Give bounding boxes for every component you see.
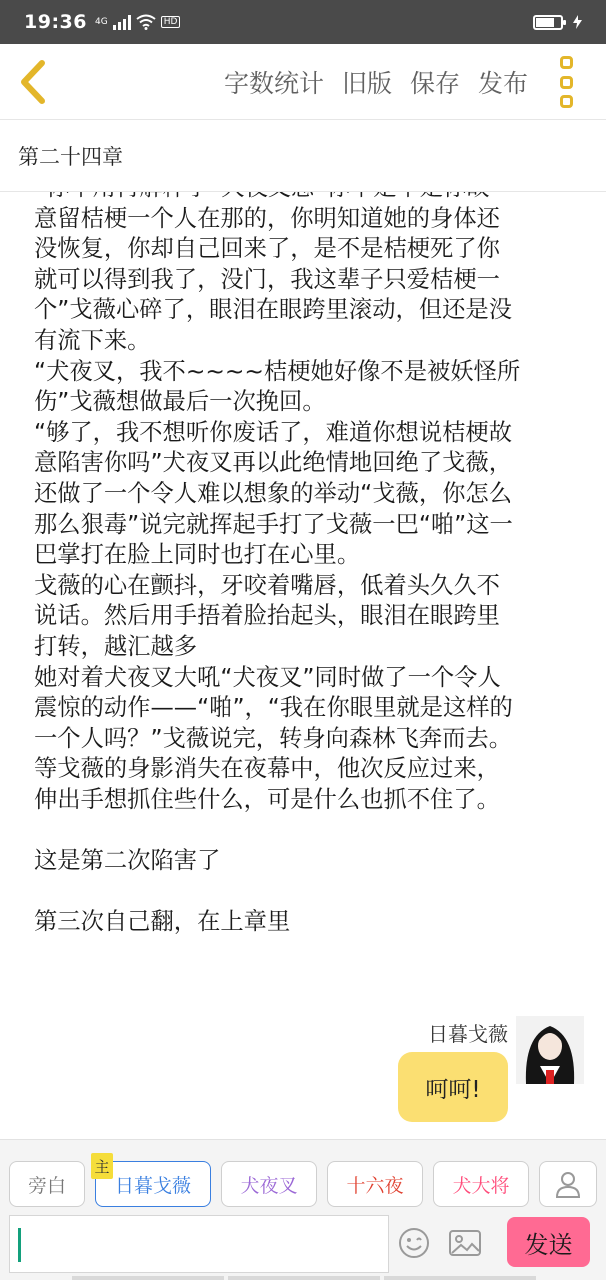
story-line: 有流下来。 (34, 326, 151, 354)
story-content[interactable] (0, 193, 606, 1138)
story-line: 就可以得到我了，没门，我这辈子只爱桔梗一 (34, 265, 500, 293)
status-bar (0, 0, 606, 44)
signal-icon (113, 14, 131, 30)
speaker-name: 日暮戈薇 (428, 1022, 508, 1046)
story-line: 震惊的动作——“啪”，“我在你眼里就是这样的 (34, 694, 513, 722)
story-line: “够了，我不想听你废话了，难道你想说桔梗故 (34, 418, 513, 446)
story-line: 打转，越汇越多 (34, 632, 198, 660)
role-main[interactable] (94, 1157, 211, 1207)
old-version-button[interactable]: 旧版 (341, 69, 392, 98)
story-line: 没恢复，你却自己回来了，是不是桔梗死了你 (34, 235, 500, 263)
more-menu-icon[interactable] (560, 56, 582, 108)
charging-icon (573, 15, 582, 29)
add-role-button[interactable] (539, 1161, 597, 1207)
word-count-button[interactable]: 字数统计 (223, 69, 324, 98)
story-line: 意陷害你吗”犬夜叉再以此绝情地回绝了戈薇， (34, 449, 513, 477)
story-line: 伸出手想抓住些什么，可是什么也抓不住了。 (34, 785, 500, 813)
story-line: 说话。然后用手捂着脸抬起头，眼泪在眼跨里 (34, 602, 500, 630)
story-line: 她对着犬夜叉大吼“犬夜叉”同时做了一个令人 (34, 663, 501, 691)
battery-icon (533, 15, 563, 30)
battery-area (533, 15, 582, 30)
role-narrator[interactable]: 旁白 (9, 1161, 85, 1207)
story-line: 等戈薇的身影消失在夜幕中，他次反应过来， (34, 755, 500, 783)
image-icon[interactable] (448, 1227, 482, 1259)
main-role-tag: 主 (91, 1153, 113, 1179)
text-caret (18, 1228, 21, 1262)
network-type: 4G (94, 17, 108, 27)
story-line: “犬夜叉，我不~~~~桔梗她好像不是被妖怪所 (34, 357, 521, 385)
status-icons (95, 14, 180, 30)
story-line (34, 877, 574, 908)
story-line (34, 815, 574, 846)
bottom-toolbar (0, 1139, 606, 1280)
story-line: 那么狠毒”说完就挥起手打了戈薇一巴“啪”这一 (34, 510, 513, 538)
story-line: 巴掌打在脸上同时也打在心里。 (34, 541, 361, 569)
role-main-label: 日暮戈薇 (114, 1174, 191, 1197)
person-icon (555, 1170, 581, 1198)
story-text (34, 173, 574, 938)
back-icon[interactable] (14, 57, 54, 107)
story-line: 个”戈薇心碎了，眼泪在眼跨里滚动，但还是没 (34, 296, 513, 324)
chapter-title[interactable]: 第二十四章 (0, 120, 606, 192)
story-line: 第三次自己翻，在上章里 (34, 908, 291, 936)
hd-badge: HD (161, 16, 181, 28)
send-button[interactable]: 发送 (507, 1217, 590, 1267)
story-line: 这是第二次陷害了 (34, 847, 221, 875)
role-inuyasha[interactable]: 犬夜叉 (221, 1161, 317, 1207)
role-inu-taisho[interactable]: 犬大将 (433, 1161, 529, 1207)
nav-indicator (72, 1276, 536, 1280)
publish-button[interactable]: 发布 (477, 69, 528, 98)
app-header (0, 44, 606, 120)
story-line: 一个人吗？”戈薇说完，转身向森林飞奔而去。 (34, 724, 513, 752)
status-time: 19:36 (24, 11, 87, 33)
wifi-icon (136, 14, 156, 30)
role-selector (9, 1157, 597, 1207)
avatar[interactable] (516, 1016, 584, 1084)
story-line: 戈薇的心在颤抖，牙咬着嘴唇，低着头久久不 (34, 571, 500, 599)
story-line: 伤”戈薇想做最后一次挽回。 (34, 388, 326, 416)
story-line: 还做了一个令人难以想象的举动“戈薇，你怎么 (34, 479, 513, 507)
chat-bubble[interactable]: 呵呵! (398, 1052, 508, 1122)
story-line: 意留桔梗一个人在那的，你明知道她的身体还 (34, 204, 500, 232)
header-actions (224, 44, 528, 120)
save-button[interactable]: 保存 (409, 69, 460, 98)
message-input[interactable] (9, 1215, 389, 1273)
role-izayoi[interactable]: 十六夜 (327, 1161, 423, 1207)
emoji-icon[interactable] (398, 1227, 430, 1259)
